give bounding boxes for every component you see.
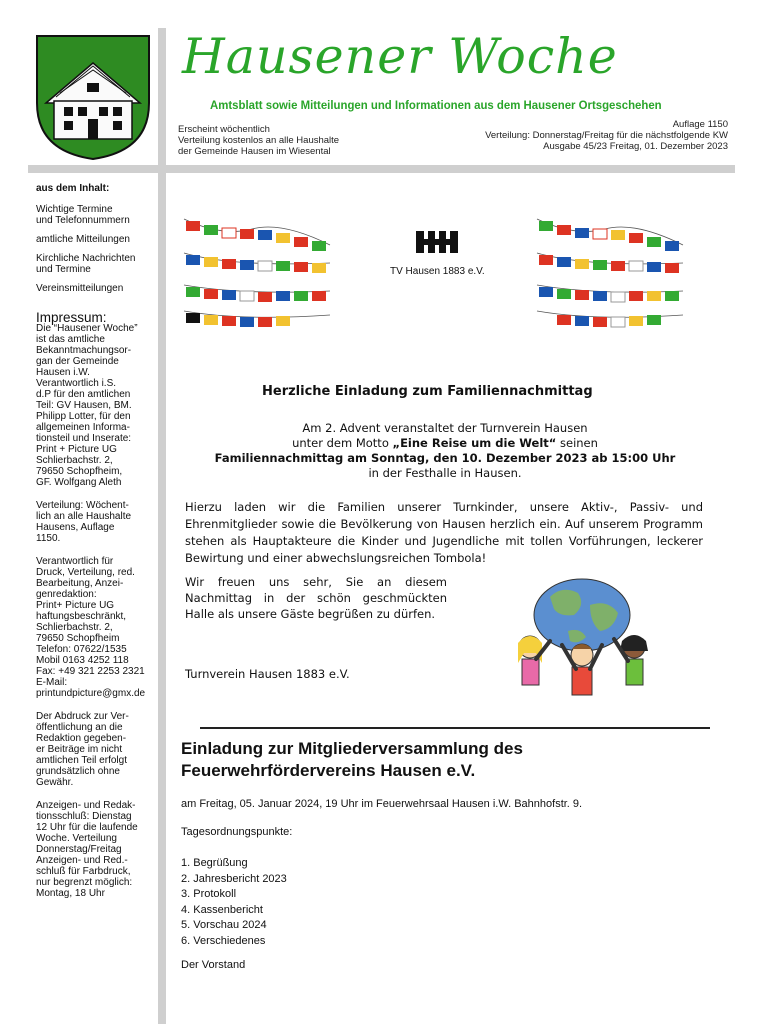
impressum-heading: Impressum: <box>36 310 107 325</box>
impressum-line: Print+ Picture UG <box>36 600 115 611</box>
impressum-line: Druck, Verteilung, red. <box>36 567 135 578</box>
vertical-divider-bar <box>158 28 166 1024</box>
impressum-line: Verantwortlich für <box>36 556 114 567</box>
impressum-line: Donnerstag/Freitag <box>36 844 122 855</box>
distribution-info: Verteilung: Donnerstag/Freitag für die nächstfolgende KW <box>485 130 728 141</box>
impressum-paragraph <box>36 323 154 488</box>
agenda-item: 2. Jahresbericht 2023 <box>181 872 287 885</box>
impressum-line: Mobil 0163 4252 118 <box>36 655 129 666</box>
impressum-line: Schlierbachstr. 2, <box>36 455 113 466</box>
distribution-paragraph <box>36 500 154 544</box>
impressum-line: Philipp Lotter, für den <box>36 411 131 422</box>
agenda-item: 1. Begrüßung <box>181 857 248 869</box>
title-line: Einladung zur Mitgliederversammlung des <box>181 739 523 758</box>
impressum-line: Fax: +49 321 2253 2321 <box>36 666 145 677</box>
contents-line: Kirchliche Nachrichten <box>36 253 136 264</box>
invitation-motto-line <box>180 436 710 451</box>
impressum-line: nur begrenzt möglich: <box>36 877 133 888</box>
impressum-line: gan der Gemeinde <box>36 356 119 367</box>
board-signature: Der Vorstand <box>181 959 246 971</box>
impressum-line: GF. Wolfgang Aleth <box>36 477 122 488</box>
contents-line: amtliche Mitteilungen <box>36 234 130 245</box>
contents-line: Vereinsmitteilungen <box>36 283 124 294</box>
motto-text: „Eine Reise um die Welt“ <box>392 436 557 450</box>
impressum-line: Print + Picture UG <box>36 444 117 455</box>
impressum-line: Gewähr. <box>36 777 74 788</box>
contents-line: und Telefonnummern <box>36 215 130 226</box>
impressum-line: amtlichen Teil erfolgt <box>36 755 127 766</box>
publication-info-line: Erscheint wöchentlich <box>178 124 270 135</box>
impressum-line: d.P für den amtlichen <box>36 389 131 400</box>
globe-children-illustration-icon <box>490 575 670 697</box>
impressum-line: schluß für Farbdruck, <box>36 866 131 877</box>
coat-of-arms-icon <box>34 33 152 161</box>
impressum-line: Montag, 18 Uhr <box>36 888 105 899</box>
invitation-line: Am 2. Advent veranstaltet der Turnverein Hausen <box>302 421 588 435</box>
print-run: Auflage 1150 <box>672 119 728 130</box>
agenda-item: 6. Verschiedenes <box>181 934 266 947</box>
invitation-signature: Turnverein Hausen 1883 e.V. <box>185 667 350 681</box>
newspaper-subtitle: Amtsblatt sowie Mitteilungen und Informationen aus dem Hausener Ortsgeschehen <box>210 98 662 112</box>
publication-info-line: Verteilung kostenlos an alle Haushalte <box>178 135 340 146</box>
impressum-line: Telefon: 07622/1535 <box>36 644 127 655</box>
invitation-intro <box>180 421 710 481</box>
event-location: in der Festhalle in Hausen. <box>368 466 522 480</box>
impressum-line: E-Mail: <box>36 677 68 688</box>
impressum-line: Anzeigen- und Red.- <box>36 855 128 866</box>
contents-item <box>36 234 154 245</box>
agenda-heading: Tagesordnungspunkte: <box>181 826 293 838</box>
impressum-line: tionsteil und Inserate: <box>36 433 132 444</box>
agenda-item: 4. Kassenbericht <box>181 903 263 916</box>
impressum-line: Anzeigen- und Redak- <box>36 800 136 811</box>
invitation-line: seinen <box>556 436 598 450</box>
publication-info-line: der Gemeinde Hausen im Wiesental <box>178 146 331 157</box>
sidebar <box>36 183 154 911</box>
club-name: TV Hausen 1883 e.V. <box>390 266 485 277</box>
impressum-line: Bearbeitung, Anzei- <box>36 578 124 589</box>
impressum-line: Hausen i.W. <box>36 367 90 378</box>
event-date: Familiennachmittag am Sonntag, den 10. Dezember 2023 ab 15:00 Uhr <box>214 451 676 465</box>
impressum-line: Schlierbachstr. 2, <box>36 622 113 633</box>
impressum-line: Redaktion gegeben- <box>36 733 127 744</box>
invitation-title: Herzliche Einladung zum Familiennachmittag <box>262 384 593 399</box>
title-line: Feuerwehrfördervereins Hausen e.V. <box>181 761 476 780</box>
impressum-line: öffentlichung an die <box>36 722 123 733</box>
responsible-paragraph <box>36 556 154 699</box>
impressum-line: 12 Uhr für die laufende <box>36 822 138 833</box>
email-address[interactable]: printundpicture@gmx.de <box>36 688 146 699</box>
contents-line: und Termine <box>36 264 91 275</box>
impressum-line: lich an alle Haushalte <box>36 511 132 522</box>
deadline-paragraph <box>36 800 154 899</box>
impressum-line: haftungsbeschränkt, <box>36 611 127 622</box>
newspaper-title: Hausener Woche <box>182 28 618 85</box>
contents-item <box>36 283 154 294</box>
flag-bunting-right-icon <box>535 215 685 335</box>
impressum-line: grundsätzlich ohne <box>36 766 120 777</box>
section-divider <box>200 727 710 729</box>
contents-item <box>36 204 154 226</box>
agenda-list <box>181 856 287 949</box>
publication-info-right <box>485 119 728 152</box>
contents-line: Wichtige Termine <box>36 204 113 215</box>
impressum-line: Die “Hausener Woche” <box>36 323 138 334</box>
impressum-line: Woche. Verteilung <box>36 833 117 844</box>
impressum-line: 79650 Schopfheim <box>36 633 120 644</box>
impressum-line: ist das amtliche <box>36 334 105 345</box>
assembly-date: am Freitag, 05. Januar 2024, 19 Uhr im Feuerwehrsaal Hausen i.W. Bahnhofstr. 9. <box>181 798 583 810</box>
turnverein-logo-icon <box>416 228 458 256</box>
impressum-line: genredaktion: <box>36 589 97 600</box>
impressum-line: Der Abdruck zur Ver- <box>36 711 129 722</box>
impressum-line: Teil: GV Hausen, BM. <box>36 400 132 411</box>
impressum-line: Bekanntmachungsor- <box>36 345 132 356</box>
agenda-item: 3. Protokoll <box>181 888 237 900</box>
impressum-line: 79650 Schopfheim, <box>36 466 123 477</box>
invitation-paragraph: Hierzu laden wir die Familien unserer Turnkinder, unsere Aktiv-, Passiv- und Ehrenmitglieder sowie die Bevölkerung von Hausen herzlich ein. Auf unserem Programm stehen als Hauptakteure die Kinder und Jugendliche mit tollen Vorführungen, leckerer Bewirtung und einer abwechslungsreichen Tombola! <box>185 500 703 565</box>
impressum-line: er Beiträge im nicht <box>36 744 123 755</box>
impressum-line: tionsschluß: Dienstag <box>36 811 132 822</box>
impressum-line: allgemeinen Informa- <box>36 422 130 433</box>
impressum-line: 1150. <box>36 533 61 544</box>
impressum-line: Verantwortlich i.S. <box>36 378 117 389</box>
impressum-line: Hausens, Auflage <box>36 522 115 533</box>
horizontal-divider-bar <box>28 165 735 173</box>
invitation-line: unter dem Motto <box>292 436 393 450</box>
issue-info: Ausgabe 45/23 Freitag, 01. Dezember 2023 <box>543 141 728 152</box>
impressum-line: Verteilung: Wöchent- <box>36 500 129 511</box>
invitation-closing: Wir freuen uns sehr, Sie an diesem Nachmittag in der schön geschmückten Halle als unsere Gäste begrüßen zu dürfen. <box>185 575 447 621</box>
flag-bunting-left-icon <box>182 215 332 335</box>
contents-item <box>36 253 154 275</box>
assembly-invitation-title <box>181 738 523 782</box>
agenda-item: 5. Vorschau 2024 <box>181 919 267 931</box>
publication-info-left <box>178 124 339 157</box>
disclaimer-paragraph <box>36 711 154 788</box>
contents-heading: aus dem Inhalt: <box>36 183 110 194</box>
